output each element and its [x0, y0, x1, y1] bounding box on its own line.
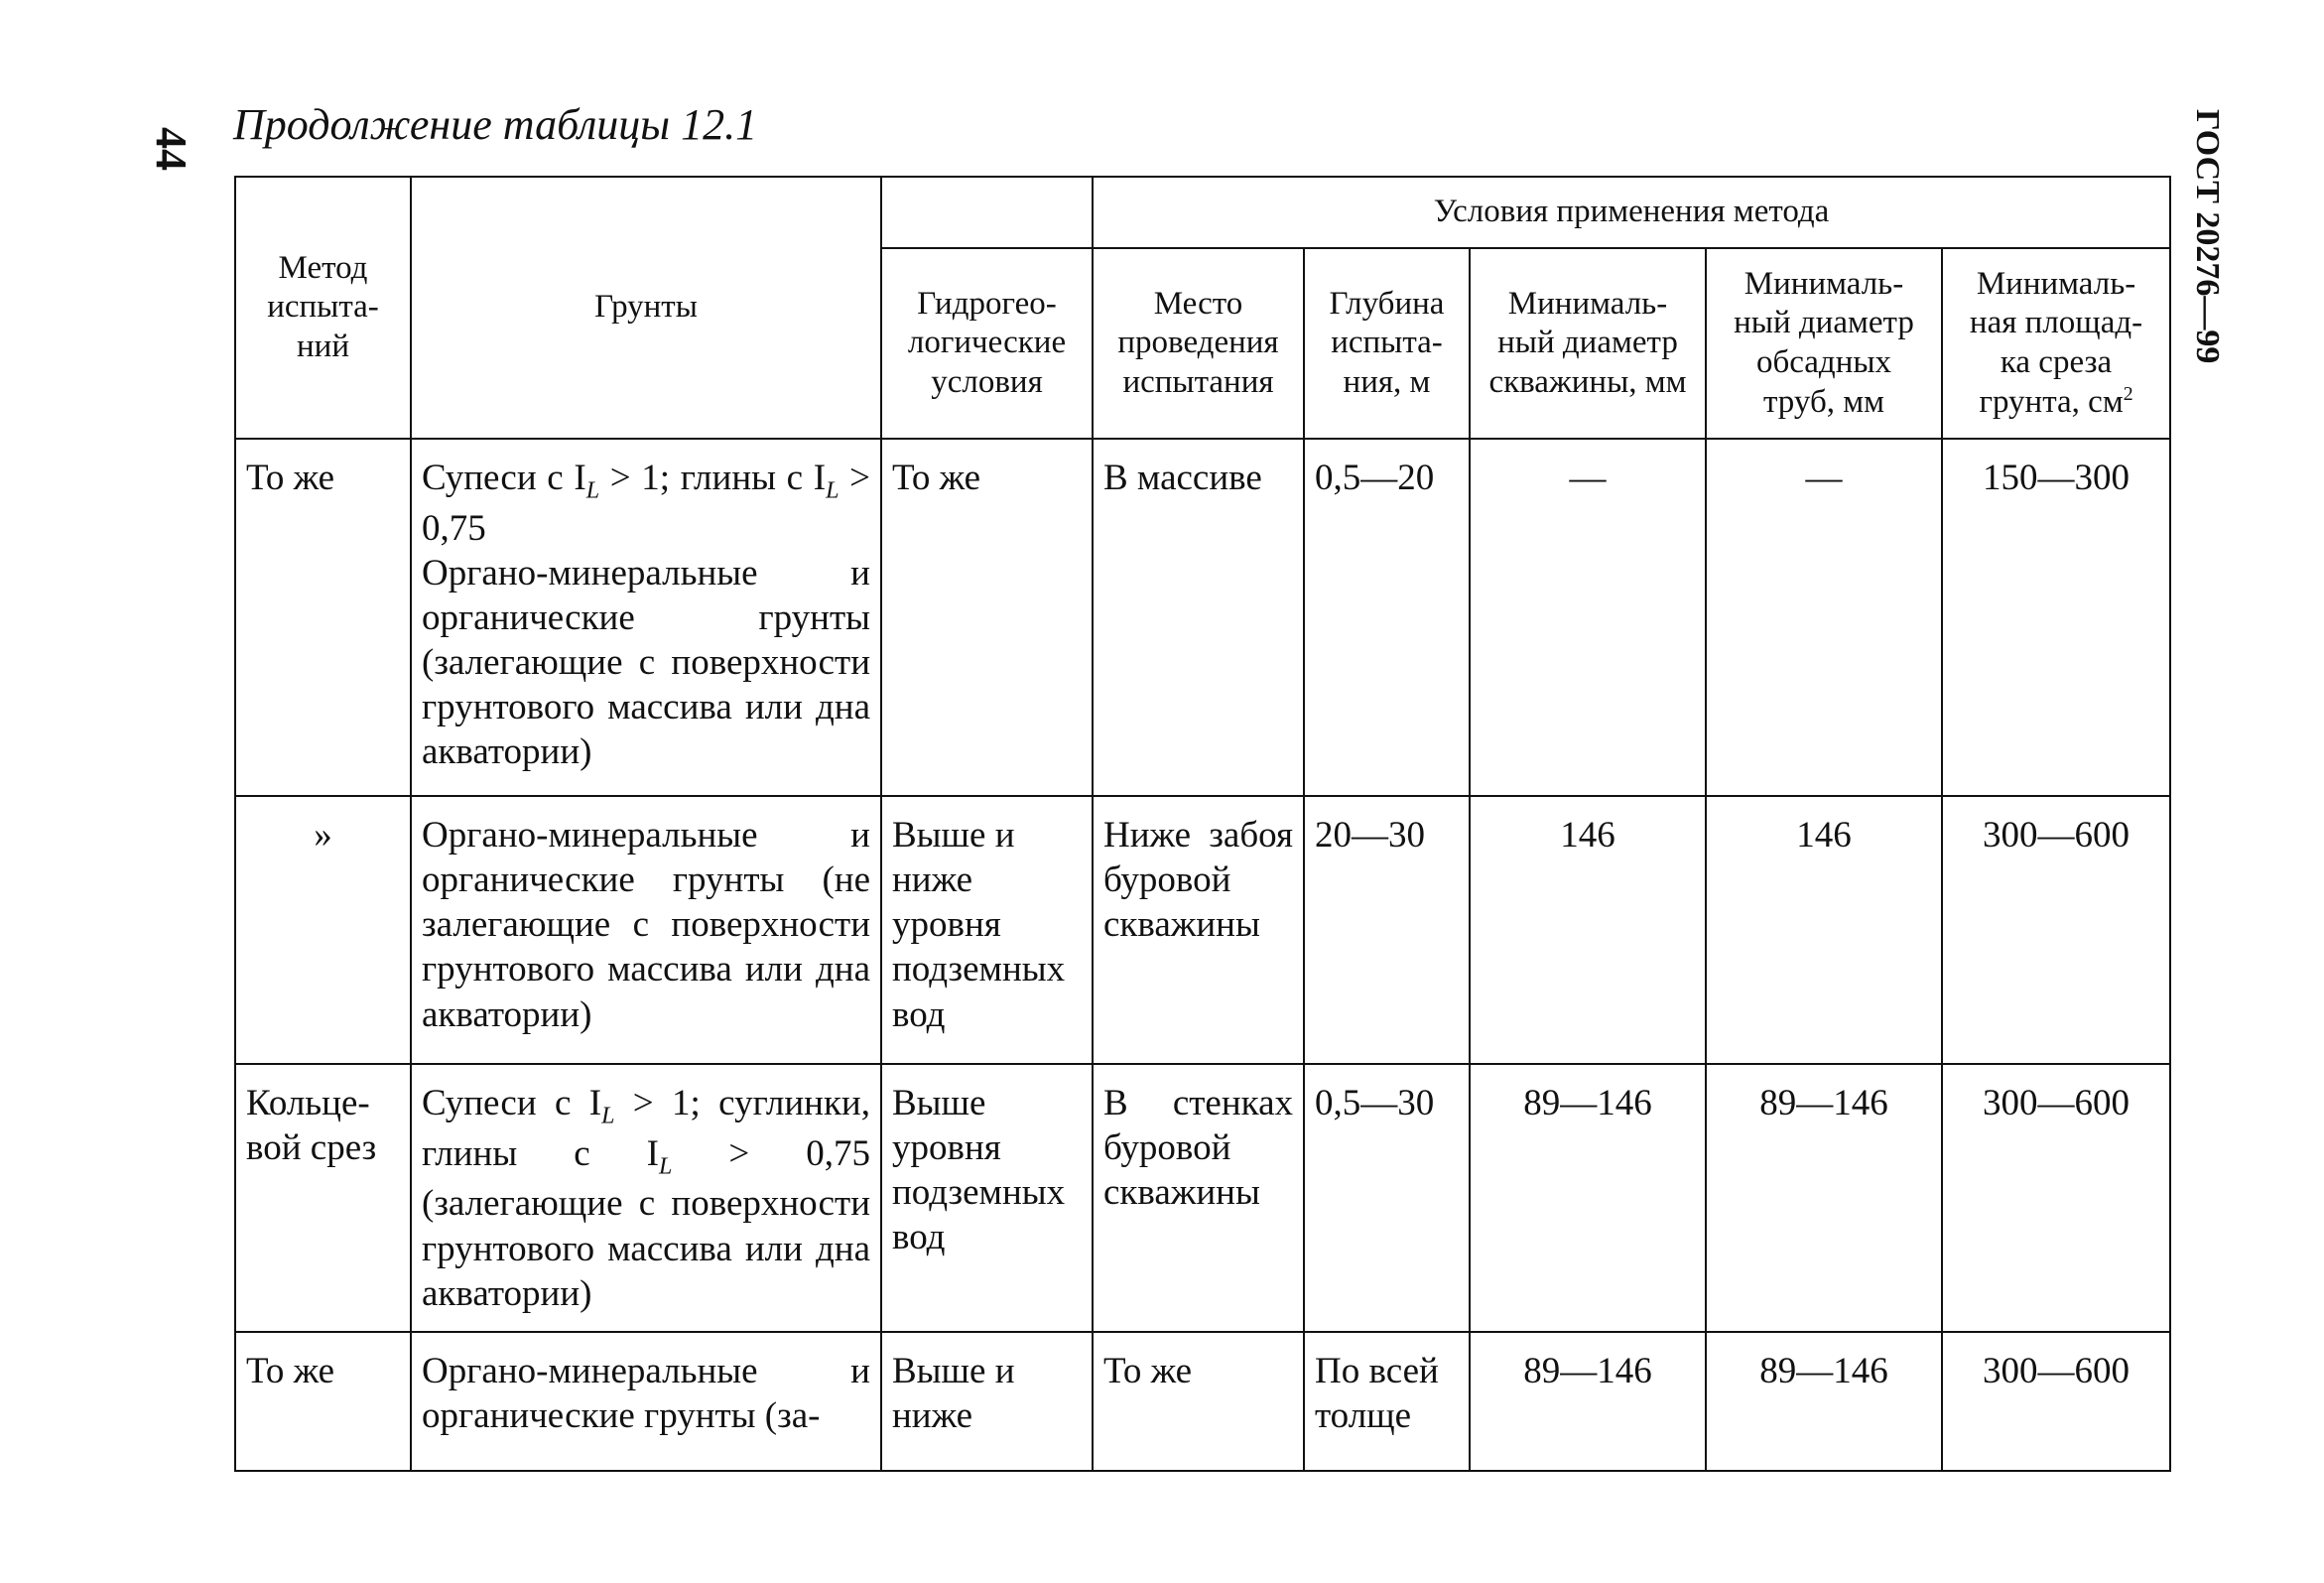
cell-min-casing-diam: — — [1706, 439, 1942, 796]
page-number: 44 — [147, 127, 195, 171]
table-row — [235, 1332, 2170, 1471]
header-place: Место проведения испытания — [1093, 248, 1304, 439]
soils-text: Органо-минеральные и органические грунты (залегающие с поверхности грунтового массива или дна акватории) — [422, 552, 870, 773]
table-caption: Продолжение таблицы 12.1 — [233, 100, 758, 149]
cell-soils: Органо-минеральные и органические грунты (не залегающие с поверхности грунтового массива или дна акватории) — [411, 796, 881, 1064]
cell-method: » — [235, 796, 411, 1064]
cell-min-well-diam: 146 — [1470, 796, 1706, 1064]
cell-place: То же — [1093, 1332, 1304, 1471]
cell-soils — [411, 1064, 881, 1332]
header-depth: Глубина испыта- ния, м — [1304, 248, 1470, 439]
cell-depth: 0,5—30 — [1304, 1064, 1470, 1332]
cell-place: В стенках буровой скважины — [1093, 1064, 1304, 1332]
header-min-well-diam: Минималь- ный диаметр скважины, мм — [1470, 248, 1706, 439]
cell-hydro: То же — [881, 439, 1093, 796]
unit-exponent: 2 — [2123, 382, 2133, 405]
soils-text: > 0,75 (залегающие с поверхности грунтового массива или дна акватории) — [422, 1132, 870, 1314]
soils-text: Супеси с I — [422, 458, 586, 498]
cell-depth: 0,5—20 — [1304, 439, 1470, 796]
soil-test-methods-table — [234, 176, 2171, 1472]
cell-min-shear-area: 150—300 — [1942, 439, 2170, 796]
header-hydro: Гидрогео- логические условия — [881, 248, 1093, 439]
soils-text: > 0,75 — [422, 458, 870, 549]
cell-min-casing-diam: 146 — [1706, 796, 1942, 1064]
table-row — [235, 439, 2170, 796]
standard-code — [2188, 109, 2238, 407]
header-empty — [881, 177, 1093, 248]
cell-depth: По всей толще — [1304, 1332, 1470, 1471]
table-row — [235, 796, 2170, 1064]
header-min-shear-area — [1942, 248, 2170, 439]
cell-min-shear-area: 300—600 — [1942, 1064, 2170, 1332]
header-min-shear-area-text: Минималь- ная площад- ка среза грунта, см — [1969, 265, 2143, 420]
soils-text: > 1; суглинки, глины с I — [422, 1083, 870, 1174]
subscript-l: L — [658, 1153, 673, 1180]
cell-hydro: Выше и ниже — [881, 1332, 1093, 1471]
soils-text: > 1; глины с I — [599, 458, 827, 498]
subscript-l: L — [826, 477, 839, 504]
cell-min-casing-diam: 89—146 — [1706, 1332, 1942, 1471]
cell-min-well-diam: 89—146 — [1470, 1332, 1706, 1471]
cell-soils — [411, 439, 881, 796]
standard-code-text: ГОСТ 20276—99 — [2189, 109, 2226, 364]
subscript-l: L — [601, 1103, 615, 1129]
header-min-casing-diam: Минималь- ный диаметр обсадных труб, мм — [1706, 248, 1942, 439]
header-soils: Грунты — [411, 177, 881, 439]
table-row — [235, 1064, 2170, 1332]
cell-hydro: Выше и ниже уровня подземных вод — [881, 796, 1093, 1064]
cell-min-well-diam: 89—146 — [1470, 1064, 1706, 1332]
cell-place: В массиве — [1093, 439, 1304, 796]
soils-text: Супеси с I — [422, 1083, 602, 1123]
cell-min-shear-area: 300—600 — [1942, 1332, 2170, 1471]
cell-place: Ниже забоя буровой скважины — [1093, 796, 1304, 1064]
cell-soils: Органо-минеральные и органические грунты (за- — [411, 1332, 881, 1471]
header-row-1 — [235, 177, 2170, 248]
cell-min-well-diam: — — [1470, 439, 1706, 796]
cell-method: То же — [235, 439, 411, 796]
header-conditions: Условия применения метода — [1093, 177, 2170, 248]
subscript-l: L — [585, 477, 600, 504]
cell-depth: 20—30 — [1304, 796, 1470, 1064]
cell-method: То же — [235, 1332, 411, 1471]
cell-min-shear-area: 300—600 — [1942, 796, 2170, 1064]
cell-min-casing-diam: 89—146 — [1706, 1064, 1942, 1332]
cell-method: Кольце- вой срез — [235, 1064, 411, 1332]
header-method: Метод испыта- ний — [235, 177, 411, 439]
cell-hydro: Выше уровня подземных вод — [881, 1064, 1093, 1332]
